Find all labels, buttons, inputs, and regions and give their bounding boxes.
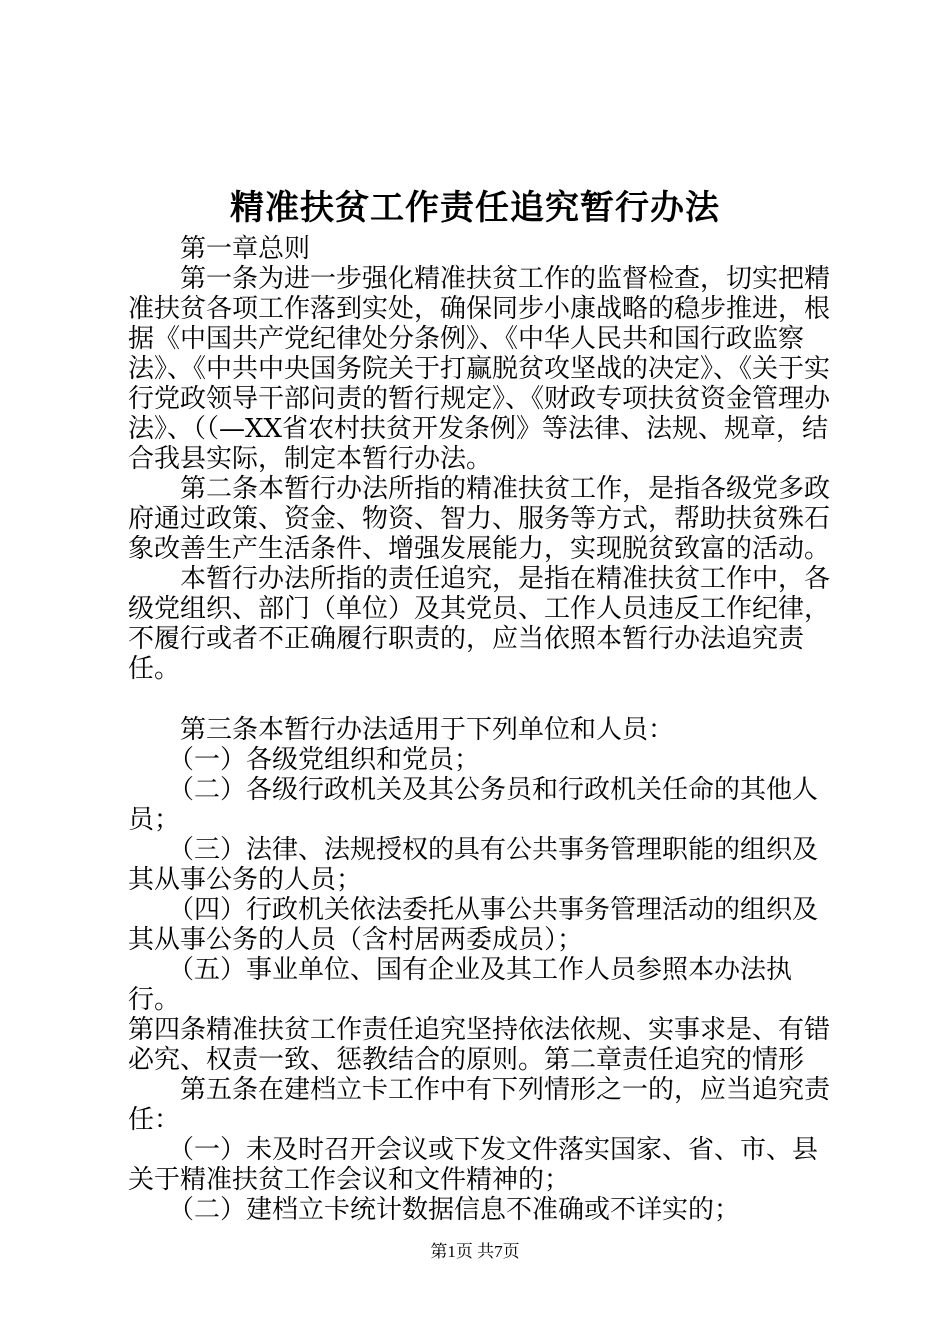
list-item: （三）法律、法规授权的具有公共事务管理职能的组织及其从事公务的人员；	[128, 835, 819, 895]
document-title: 精准扶贫工作责任追究暂行办法	[230, 188, 720, 228]
paragraph: 本暂行办法所指的责任追究，是指在精准扶贫工作中，各级党组织、部门（单位）及其党员、工作人员违反工作纪律，不履行或者不正确履行职责的，应当依照本暂行办法追究责任。	[128, 564, 831, 684]
paragraph: 第五条在建档立卡工作中有下列情形之一的，应当追究责任：	[128, 1075, 831, 1135]
page-footer: 第1页 共7页	[430, 1242, 520, 1261]
list-item: （二）各级行政机关及其公务员和行政机关任命的其他人员；	[128, 775, 819, 835]
paragraph-gap	[128, 684, 836, 715]
list-item: （一）各级党组织和党员；	[168, 745, 481, 775]
paragraph: 第二条本暂行办法所指的精准扶贫工作，是指各级党多政府通过政策、资金、物资、智力、服务等方式，帮助扶贫殊石象改善生产生活条件、增强发展能力，实现脱贫致富的活动。	[128, 474, 831, 564]
list-item: （二）建档立卡统计数据信息不准确或不详实的；	[168, 1195, 741, 1225]
document-body	[128, 234, 836, 1225]
list-item: （五）事业单位、国有企业及其工作人员参照本办法执行。	[128, 955, 793, 1015]
paragraph: 第四条精准扶贫工作责任追究坚持依法依规、实事求是、有错必究、权责一致、惩教结合的原则。第二章责任追究的情形	[128, 1015, 831, 1075]
paragraph: 第三条本暂行办法适用于下列单位和人员：	[180, 715, 675, 745]
chapter-heading: 第一章总则	[180, 234, 311, 264]
list-item: （四）行政机关依法委托从事公共事务管理活动的组织及其从事公务的人员（含村居两委成员）；	[128, 895, 819, 955]
paragraph: 第一条为进一步强化精准扶贫工作的监督检查，切实把精准扶贫各项工作落到实处，确保同步小康战略的稳步推进，根据《中国共产党纪律处分条例》、《中华人民共和国行政监察法》、《中共中央国务院关于打赢脱贫攻坚战的决定》、《关于实行党政领导干部问责的暂行规定》、《财政专项扶贫资金管理办法》、（（—XX省农村扶贫开发条例》等法律、法规、规章，结合我县实际，制定本暂行办法。	[128, 264, 831, 474]
list-item: （一）未及时召开会议或下发文件落实国家、省、市、县关于精准扶贫工作会议和文件精神的；	[128, 1135, 819, 1195]
